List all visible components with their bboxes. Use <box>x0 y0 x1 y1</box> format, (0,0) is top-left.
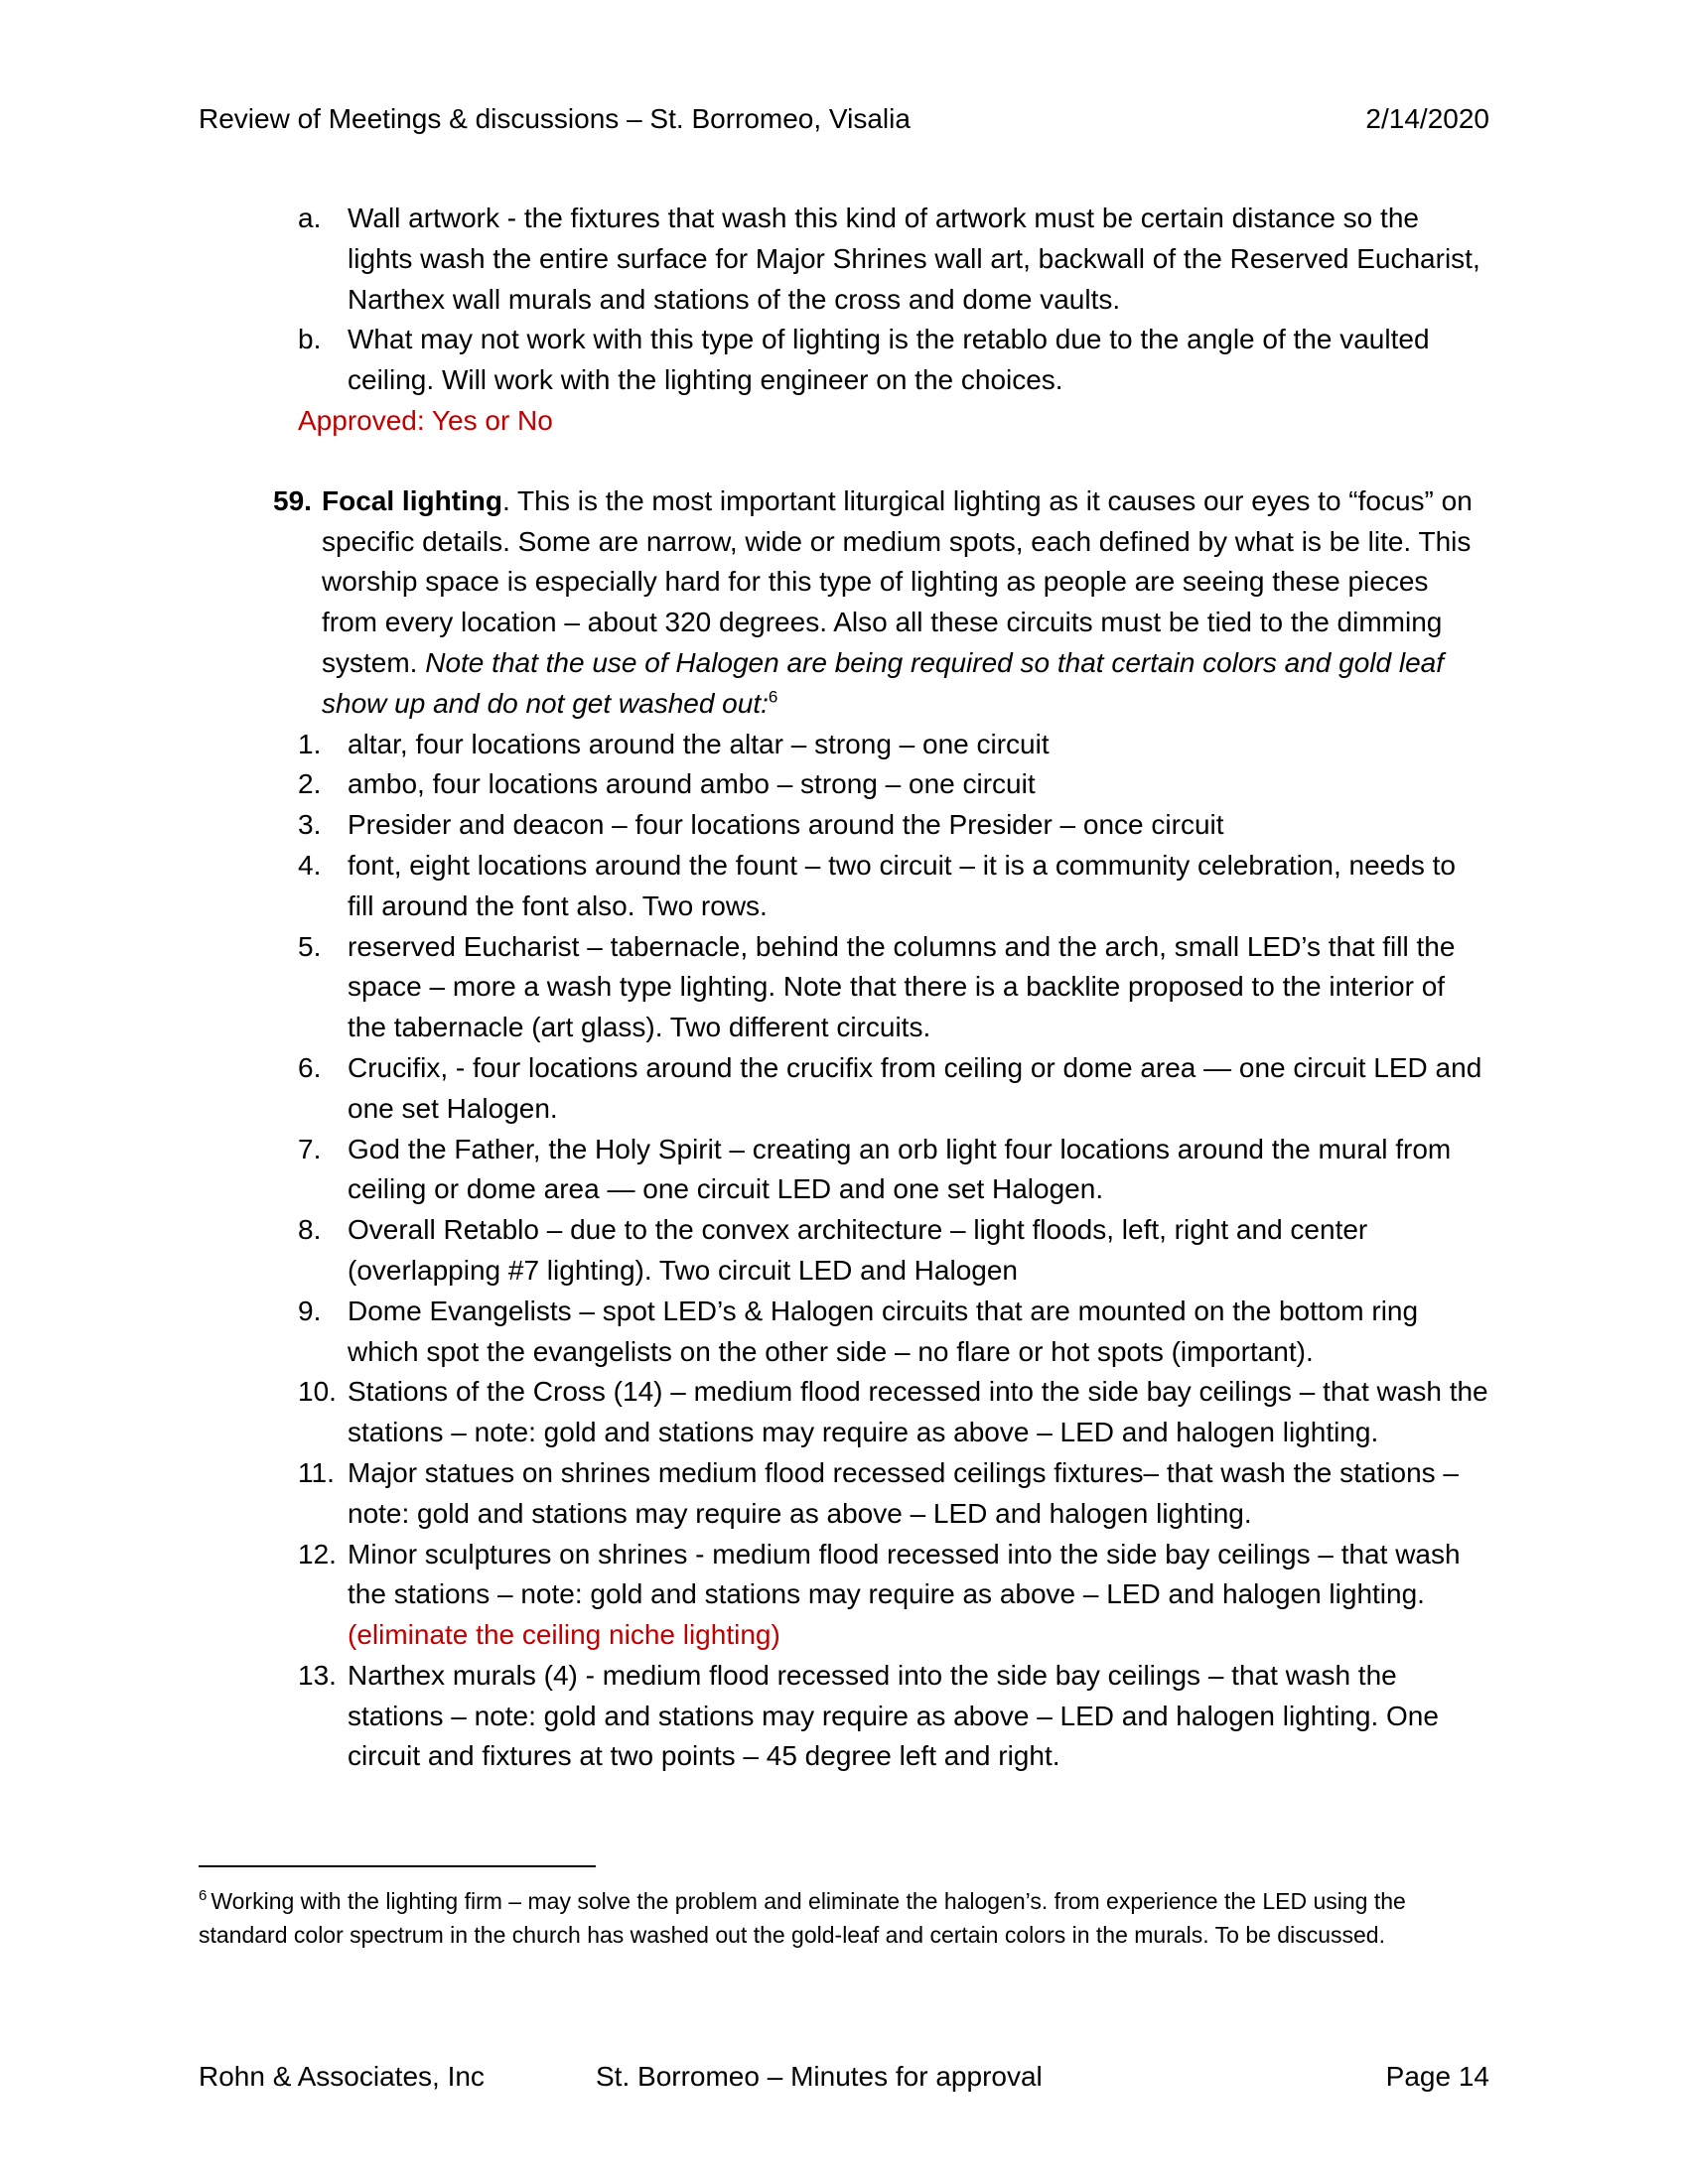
list-item-number: 2. <box>298 768 322 800</box>
list-item <box>199 1656 1489 1777</box>
list-item-text: Major statues on shrines medium flood recessed ceilings fixtures– that wash the stations – note: gold and stations may require as above – LED and halogen lighting. <box>348 1456 1460 1529</box>
list-item-red-note: (eliminate the ceiling niche lighting) <box>348 1619 780 1651</box>
list-item-text: Minor sculptures on shrines - medium flood recessed into the side bay ceilings – that wash the stations – note: gold and stations may require as above – LED and halogen lighting. <box>348 1538 1461 1610</box>
list-item-number: 8. <box>298 1214 322 1246</box>
list-item-number: 13. <box>298 1659 337 1691</box>
list-item-number: 11. <box>298 1456 335 1488</box>
header-date: 2/14/2020 <box>1365 103 1489 134</box>
document-body <box>199 199 1489 1777</box>
list-item-text: Presider and deacon – four locations around the Presider – once circuit <box>348 809 1224 841</box>
sub-item-a <box>199 199 1489 320</box>
list-item <box>199 1130 1489 1211</box>
list-item-text: God the Father, the Holy Spirit – creating an orb light four locations around the mural from ceiling or dome area — one circuit LED and one set Halogen. <box>348 1133 1452 1205</box>
page-header <box>199 101 1489 137</box>
page-footer <box>199 2059 1489 2095</box>
sub-item-marker: a. <box>298 203 322 233</box>
focal-lighting-list <box>199 725 1489 1778</box>
sub-item-text: What may not work with this type of lighting is the retablo due to the angle of the vaulted ceiling. Will work with the lighting engineer on the choices. <box>348 324 1430 396</box>
list-item <box>199 846 1489 927</box>
footer-page <box>1386 2059 1489 2095</box>
list-item <box>199 1372 1489 1453</box>
list-item <box>199 1210 1489 1292</box>
list-item-text: altar, four locations around the altar – strong – one circuit <box>348 728 1050 759</box>
list-item-number: 1. <box>298 728 322 759</box>
list-item-number: 10. <box>298 1376 337 1408</box>
list-item <box>199 805 1489 846</box>
approval-status: Approved: Yes or No <box>298 404 553 436</box>
list-item-text: font, eight locations around the fount – two circuit – it is a community celebration, needs to fill around the font also. Two rows. <box>348 849 1456 921</box>
list-item-number: 4. <box>298 849 322 881</box>
footnote-mark: 6 <box>199 1887 208 1905</box>
sub-item-text: Wall artwork - the fixtures that wash this kind of artwork must be certain distance so the lights wash the entire surface for Major Shrines wall art, backwall of the Reserved Eucharist, Narthex wall murals and stations of the cross and dome vaults. <box>348 203 1480 315</box>
list-item <box>199 1048 1489 1130</box>
list-item-number: 12. <box>298 1538 337 1570</box>
list-item <box>199 725 1489 765</box>
list-item <box>199 1453 1489 1535</box>
agenda-item-59 <box>199 481 1489 725</box>
agenda-item-paragraph <box>322 481 1489 725</box>
footnote-reference: 6 <box>768 687 778 707</box>
list-item-text: Dome Evangelists – spot LED’s & Halogen circuits that are mounted on the bottom ring which spot the evangelists on the other side – no flare or hot spots (important). <box>348 1295 1419 1367</box>
sub-item-b <box>199 320 1489 401</box>
list-item-text: Stations of the Cross (14) – medium flood recessed into the side bay ceilings – that wash the stations – note: gold and stations may require as above – LED and halogen lighting. <box>348 1376 1488 1448</box>
footnote <box>199 1884 1489 1952</box>
list-item-number: 3. <box>298 809 322 841</box>
list-item-text: Overall Retablo – due to the convex architecture – light floods, left, right and center (overlapping #7 lighting). Two circuit LED and Halogen <box>348 1214 1368 1286</box>
list-item-number: 7. <box>298 1133 322 1164</box>
agenda-item-note: Note that the use of Halogen are being required so that certain colors and gold leaf show up and do not get washed out: <box>322 646 1445 719</box>
list-item-paragraph <box>348 1535 1489 1656</box>
agenda-item-text: . This is the most important liturgical lighting as it causes our eyes to “focus” on specific details. Some are narrow, wide or medium spots, each defined by what is be lite. This worship space is especially hard for this type of lighting as people are seeing these pieces from every location – about 320 degrees. Also all these circuits must be tied to the dimming system. <box>322 484 1473 678</box>
sub-item-list <box>199 199 1489 401</box>
agenda-item-number: 59. <box>273 484 312 516</box>
list-item-text: reserved Eucharist – tabernacle, behind the columns and the arch, small LED’s that fill the space – more a wash type lighting. Note that there is a backlite proposed to the interior of the tabernacle (art glass). Two different circuits. <box>348 930 1456 1043</box>
footer-page-label: Page <box>1385 2061 1452 2092</box>
footnote-text: Working with the lighting firm – may solve the problem and eliminate the halogen’s. from experience the LED using the standard color spectrum in the church has washed out the gold-leaf and certain colors in the murals. To be discussed. <box>199 1888 1406 1948</box>
list-item-text: Crucifix, - four locations around the crucifix from ceiling or dome area — one circuit LED and one set Halogen. <box>348 1051 1482 1124</box>
list-item-text: Narthex murals (4) - medium flood recessed into the side bay ceilings – that wash the stations – note: gold and stations may require as above – LED and halogen lighting. One circuit and fixtures at two points – 45 degree left and right. <box>348 1659 1439 1772</box>
list-item <box>199 1292 1489 1373</box>
list-item <box>199 927 1489 1048</box>
list-item-number: 5. <box>298 930 322 962</box>
list-item-number: 9. <box>298 1295 322 1326</box>
sub-item-marker: b. <box>298 324 322 355</box>
footer-document-title: St. Borromeo – Minutes for approval <box>596 2061 1043 2092</box>
footnote-separator <box>199 1865 596 1867</box>
footer-page-number: 14 <box>1458 2061 1489 2092</box>
header-title: Review of Meetings & discussions – St. Borromeo, Visalia <box>199 103 911 134</box>
footer-company: Rohn & Associates, Inc <box>199 2061 485 2092</box>
list-item <box>199 1535 1489 1656</box>
list-item-number: 6. <box>298 1051 322 1083</box>
list-item <box>199 764 1489 805</box>
list-item-text: ambo, four locations around ambo – strong – one circuit <box>348 768 1036 800</box>
agenda-item-title: Focal lighting <box>322 484 502 516</box>
